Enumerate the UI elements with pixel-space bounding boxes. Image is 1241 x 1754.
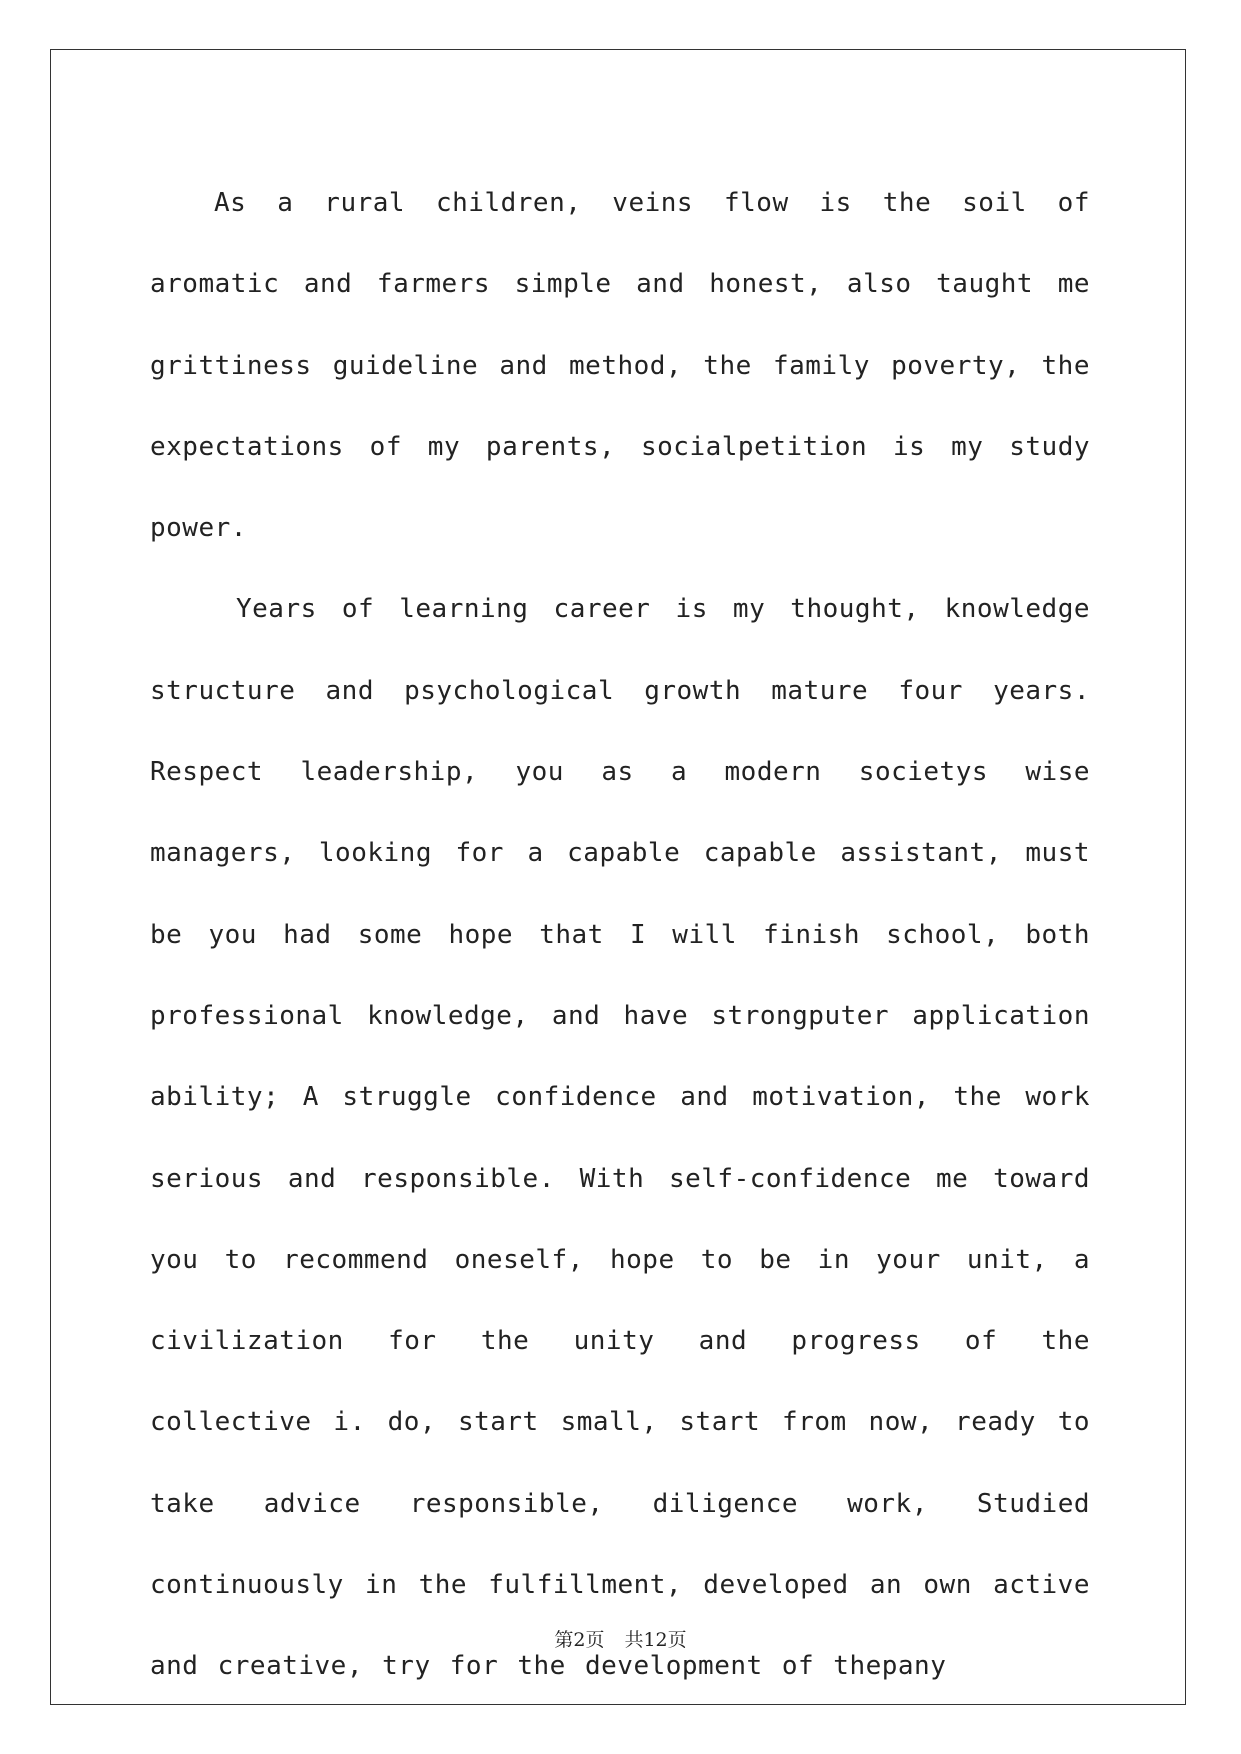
page-footer (0, 1625, 1241, 1652)
document-body (150, 163, 1090, 1708)
paragraph-2: Years of learning career is my thought, knowledge structure and psychological growth mature four years. Respect leadership, you as a modern societys wise managers, looking for a capable capable assistant, must be you had some hope that I will finish school, both professional knowledge, and have strongputer application ability; A struggle confidence and motivation, the work serious and responsible. With self-confidence me toward you to recommend oneself, hope to be in your unit, a civilization for the unity and progress of the collective i. do, start small, start from now, ready to take advice responsible, diligence work, Studied continuously in the fulfillment, developed an own active and creative, try for the development of thepany (150, 594, 1090, 1682)
paragraph-1: As a rural children, veins flow is the soil of aromatic and farmers simple and honest, also taught me grittiness guideline and method, the family poverty, the expectations of my parents, socialpetition is my study power. (150, 188, 1090, 544)
page-number: 第2页 (554, 1629, 605, 1651)
page-total: 共12页 (624, 1629, 687, 1651)
